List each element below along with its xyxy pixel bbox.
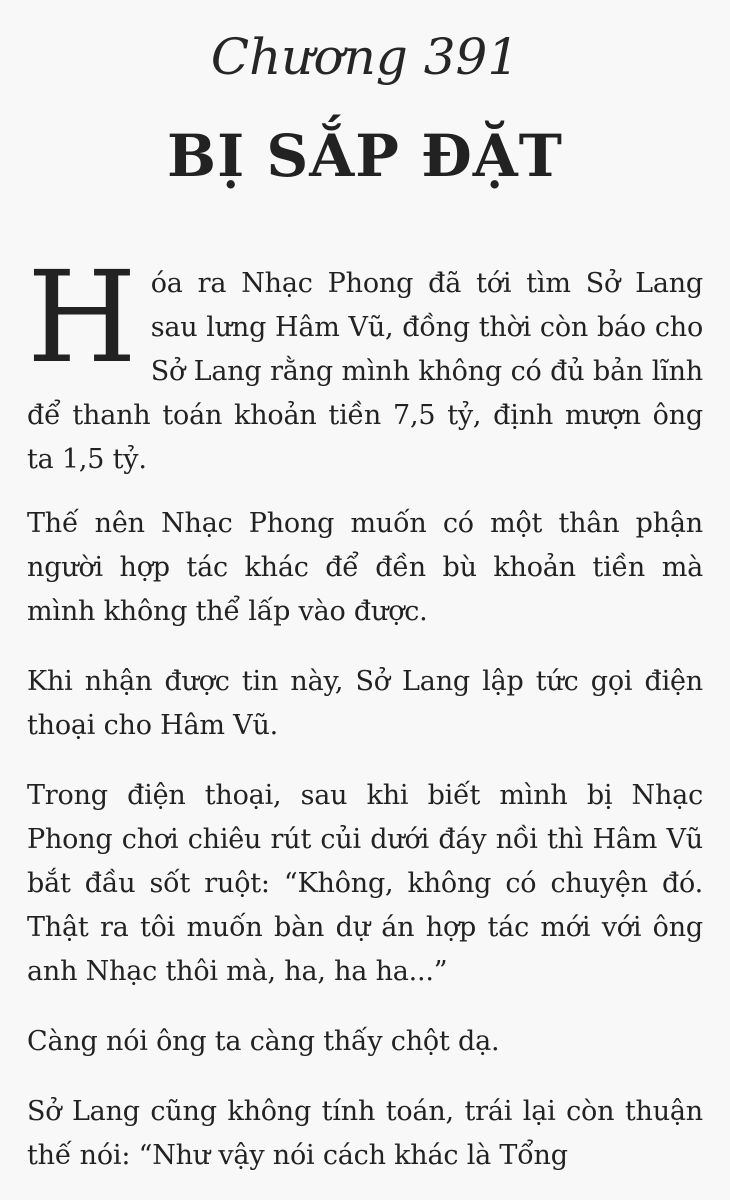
paragraph-1	[27, 244, 703, 482]
chapter-title: BỊ SẮP ĐẶT	[167, 122, 563, 190]
paragraph-3: Khi nhận được tin này, Sở Lang lập tức gọi điện thoại cho Hâm Vũ.	[27, 666, 703, 741]
paragraph-2: Thế nên Nhạc Phong muốn có một thân phận người hợp tác khác để đền bù khoản tiền mà mình không thể lấp vào được.	[27, 508, 703, 627]
chapter-number: Chương 391	[210, 28, 520, 86]
paragraph-4: Trong điện thoại, sau khi biết mình bị Nhạc Phong chơi chiêu rút củi dưới đáy nồi thì Hâm Vũ bắt đầu sốt ruột: “Không, không có chuyện đó. Thật ra tôi muốn bàn dự án hợp tác mới với ông anh Nhạc thôi mà, ha, ha ha...”	[27, 780, 703, 987]
paragraph-text: óa ra Nhạc Phong đã tới tìm Sở Lang sau lưng Hâm Vũ, đồng thời còn báo cho Sở Lang rằng mình không có đủ bản lĩnh để thanh toán khoản tiền 7,5 tỷ, định mượn ông ta 1,5 tỷ.	[27, 268, 703, 475]
drop-cap: H	[27, 244, 137, 391]
paragraph-6: Sở Lang cũng không tính toán, trái lại còn thuận thế nói: “Như vậy nói cách khác là Tổng	[27, 1096, 703, 1171]
paragraph-5: Càng nói ông ta càng thấy chột dạ.	[27, 1026, 500, 1057]
chapter-body	[27, 244, 703, 1200]
